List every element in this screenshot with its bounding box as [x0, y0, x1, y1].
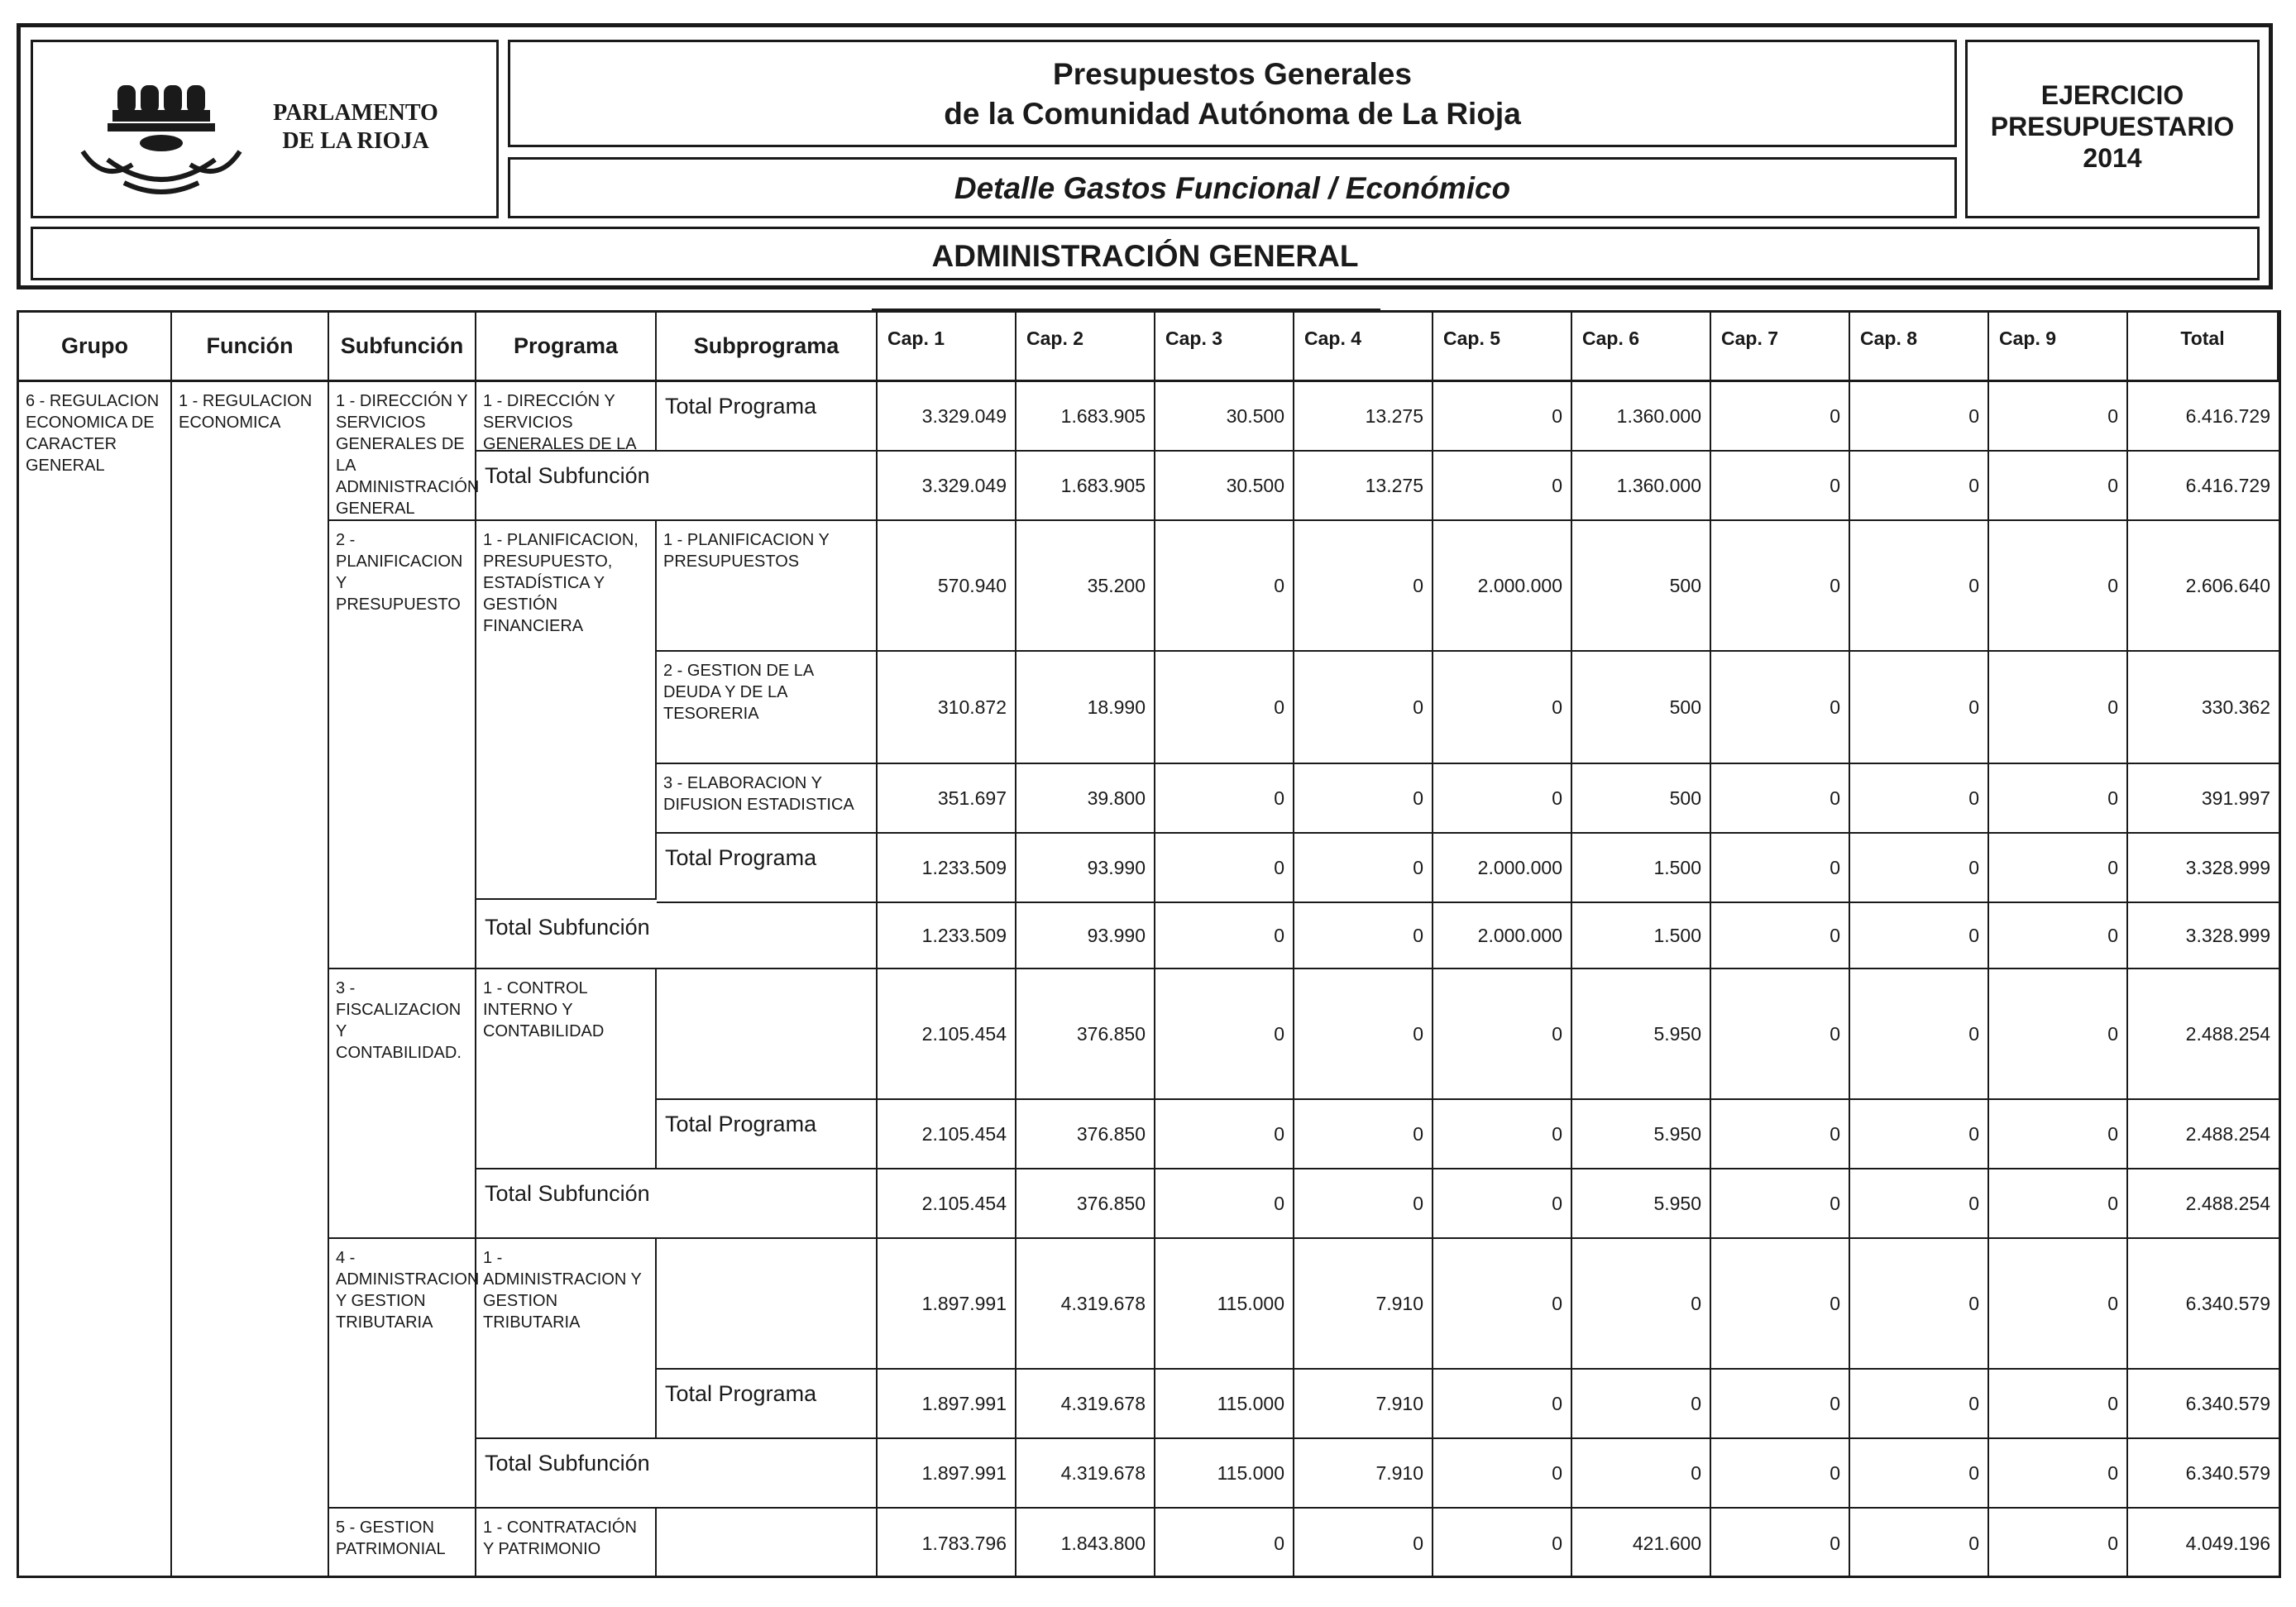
amount-cell-cap9: 0 [1989, 452, 2128, 521]
amount-cell-cap7: 0 [1711, 1370, 1850, 1439]
programa-5-1-cell: 1 - CONTRATACIÓN Y PATRIMONIO [476, 1509, 657, 1578]
amount-cell-cap6: 0 [1572, 1370, 1711, 1439]
report-header [17, 23, 2273, 289]
amount-cell-cap9: 0 [1989, 382, 2128, 452]
amount-cell-total: 330.362 [2128, 652, 2279, 764]
amount-cell-cap2: 4.319.678 [1016, 1439, 1155, 1509]
total-subfuncion-label: Total Subfunción [476, 1169, 878, 1239]
report-title-line1: Presupuestos Generales [1053, 57, 1412, 91]
amount-cell-cap7: 0 [1711, 903, 1850, 969]
amount-cell-cap3: 30.500 [1155, 382, 1294, 452]
amount-cell-cap2: 93.990 [1016, 903, 1155, 969]
amount-cell-cap9: 0 [1989, 1509, 2128, 1578]
amount-cell-cap3: 0 [1155, 834, 1294, 903]
amount-cell-cap5: 0 [1433, 1239, 1572, 1370]
amount-cell-cap2: 1.683.905 [1016, 382, 1155, 452]
report-subtitle: Detalle Gastos Funcional / Económico [954, 171, 1511, 205]
amount-cell-cap7: 0 [1711, 1509, 1850, 1578]
amount-cell-cap5: 0 [1433, 1370, 1572, 1439]
amount-cell-cap5: 0 [1433, 652, 1572, 764]
amount-cell-cap1: 2.105.454 [878, 1169, 1016, 1239]
subprograma-empty-cell [657, 1239, 878, 1370]
amount-cell-cap9: 0 [1989, 1439, 2128, 1509]
amount-cell-cap4: 13.275 [1294, 452, 1433, 521]
amount-cell-cap6: 500 [1572, 521, 1711, 652]
subprograma-2-1-2-cell: 2 - GESTION DE LA DEUDA Y DE LA TESORERIA [657, 652, 878, 764]
col-header-cap8: Cap. 8 [1850, 313, 1989, 382]
amount-cell-cap8: 0 [1850, 1439, 1989, 1509]
total-programa-label: Total Programa [657, 1370, 878, 1439]
subfuncion-3-cell: 3 - FISCALIZACION Y CONTABILIDAD. [329, 969, 476, 1239]
amount-cell-total: 6.416.729 [2128, 382, 2279, 452]
amount-cell-cap1: 351.697 [878, 764, 1016, 834]
amount-cell-cap3: 0 [1155, 652, 1294, 764]
amount-cell-cap2: 376.850 [1016, 969, 1155, 1100]
amount-cell-cap9: 0 [1989, 1239, 2128, 1370]
subprograma-empty-cell [657, 1509, 878, 1578]
amount-cell-cap3: 0 [1155, 1100, 1294, 1169]
amount-cell-cap4: 0 [1294, 1169, 1433, 1239]
amount-cell-cap5: 0 [1433, 969, 1572, 1100]
total-programa-label: Total Programa [657, 834, 878, 903]
amount-cell-total: 4.049.196 [2185, 1532, 2270, 1554]
amount-cell-total: 6.340.579 [2128, 1370, 2279, 1439]
amount-cell-cap3: 0 [1155, 903, 1294, 969]
amount-cell-cap5: 0 [1433, 1439, 1572, 1509]
total-subfuncion-label: Total Subfunción [476, 452, 878, 521]
amount-cell-cap4: 7.910 [1294, 1370, 1433, 1439]
amount-cell-cap3: 0 [1155, 521, 1294, 652]
amount-cell-cap3: 0 [1155, 764, 1294, 834]
amount-cell-cap4: 0 [1294, 1509, 1433, 1578]
amount-cell-cap6: 1.500 [1572, 834, 1711, 903]
parlamento-name-line1: PARLAMENTO [273, 100, 438, 126]
amount-cell-cap8: 0 [1850, 1239, 1989, 1370]
amount-cell-cap3: 115.000 [1155, 1439, 1294, 1509]
amount-cell-cap8: 0 [1850, 452, 1989, 521]
amount-cell-cap7: 0 [1711, 1100, 1850, 1169]
amount-cell-cap8: 0 [1850, 1509, 1989, 1578]
amount-cell-cap1: 1.897.991 [878, 1370, 1016, 1439]
amount-cell-cap9: 0 [1989, 903, 2128, 969]
amount-cell-cap5: 0 [1433, 764, 1572, 834]
amount-cell-cap7: 0 [1711, 969, 1850, 1100]
col-header-cap7: Cap. 7 [1711, 313, 1850, 382]
amount-cell-cap8: 0 [1850, 1100, 1989, 1169]
amount-cell-cap6: 5.950 [1572, 1100, 1711, 1169]
amount-cell-cap1: 3.329.049 [878, 452, 1016, 521]
programa-3-1-cell: 1 - CONTROL INTERNO Y CONTABILIDAD [476, 969, 657, 1169]
amount-cell-cap1: 2.105.454 [878, 1100, 1016, 1169]
amount-cell-cap8: 0 [1850, 1169, 1989, 1239]
subprograma-2-1-1-cell: 1 - PLANIFICACION Y PRESUPUESTOS [657, 521, 878, 652]
amount-cell-cap6: 500 [1572, 652, 1711, 764]
amount-cell-cap1: 3.329.049 [878, 382, 1016, 452]
amount-cell-cap7: 0 [1711, 452, 1850, 521]
amount-cell-cap5: 0 [1433, 452, 1572, 521]
amount-cell-cap7: 0 [1711, 652, 1850, 764]
budget-table [17, 310, 2281, 1578]
col-header-cap4: Cap. 4 [1294, 313, 1433, 382]
amount-cell-cap8: 0 [1850, 764, 1989, 834]
amount-cell-cap4: 0 [1294, 834, 1433, 903]
col-header-cap2: Cap. 2 [1016, 313, 1155, 382]
amount-cell-cap2: 1.683.905 [1016, 452, 1155, 521]
subfuncion-1-cell-cont [329, 452, 476, 521]
amount-cell-cap7: 0 [1711, 382, 1850, 452]
col-header-cap6: Cap. 6 [1572, 313, 1711, 382]
amount-cell-cap8: 0 [1850, 969, 1989, 1100]
amount-cell-total: 2.488.254 [2128, 969, 2279, 1100]
amount-cell-cap1: 1.233.509 [878, 834, 1016, 903]
amount-cell-cap3: 115.000 [1155, 1239, 1294, 1370]
amount-cell-cap6: 1.500 [1572, 903, 1711, 969]
amount-cell-cap3: 0 [1155, 1169, 1294, 1239]
presupuestario-label: PRESUPUESTARIO [1990, 112, 2235, 141]
amount-cell-cap4: 0 [1294, 969, 1433, 1100]
amount-cell-cap7: 0 [1711, 834, 1850, 903]
amount-cell-cap5: 2.000.000 [1433, 903, 1572, 969]
amount-cell-cap7: 0 [1711, 1169, 1850, 1239]
amount-cell-cap5: 2.000.000 [1433, 521, 1572, 652]
amount-cell-cap7: 0 [1711, 1439, 1850, 1509]
amount-cell-total: 2.488.254 [2128, 1100, 2279, 1169]
total-programa-label: Total Programa [657, 382, 878, 452]
amount-cell-cap4: 0 [1294, 764, 1433, 834]
amount-cell-total: 2.606.640 [2128, 521, 2279, 652]
amount-cell-cap6: 500 [1572, 764, 1711, 834]
amount-cell-cap9: 0 [1989, 764, 2128, 834]
amount-cell-cap3: 0 [1155, 969, 1294, 1100]
amount-cell-total: 391.997 [2128, 764, 2279, 834]
amount-cell-cap1: 1.897.991 [878, 1239, 1016, 1370]
amount-cell-cap6: 0 [1572, 1239, 1711, 1370]
amount-cell-cap2: 93.990 [1016, 834, 1155, 903]
col-header-cap5: Cap. 5 [1433, 313, 1572, 382]
col-header-total: Total [2128, 313, 2279, 382]
amount-cell-cap5: 2.000.000 [1433, 834, 1572, 903]
total-subfuncion-label: Total Subfunción [476, 1439, 878, 1509]
amount-cell-cap4: 7.910 [1294, 1439, 1433, 1509]
amount-cell-cap7: 0 [1711, 521, 1850, 652]
programa-4-1-cell: 1 - ADMINISTRACION Y GESTION TRIBUTARIA [476, 1239, 657, 1439]
amount-cell-cap4: 0 [1294, 521, 1433, 652]
amount-cell-cap3: 115.000 [1155, 1370, 1294, 1439]
subfuncion-4-cell: 4 - ADMINISTRACION Y GESTION TRIBUTARIA [329, 1239, 476, 1509]
amount-cell-cap2: 39.800 [1016, 764, 1155, 834]
amount-cell-cap9: 0 [1989, 1370, 2128, 1439]
col-header-grupo: Grupo [19, 313, 172, 382]
col-header-cap1: Cap. 1 [878, 313, 1016, 382]
amount-cell-cap9: 0 [1989, 652, 2128, 764]
funcion-cell: 1 - REGULACION ECONOMICA [172, 382, 329, 1578]
amount-cell-cap2: 1.843.800 [1016, 1509, 1155, 1578]
amount-cell-cap8: 0 [1850, 903, 1989, 969]
amount-cell-cap4: 0 [1294, 903, 1433, 969]
amount-cell-cap4: 13.275 [1294, 382, 1433, 452]
subfuncion-2-cell: 2 - PLANIFICACION Y PRESUPUESTO [329, 521, 476, 969]
programa-2-1-cell: 1 - PLANIFICACION, PRESUPUESTO, ESTADÍSTICA Y GESTIÓN FINANCIERA [476, 521, 657, 900]
amount-cell-cap1: 310.872 [878, 652, 1016, 764]
subtitle-panel [508, 157, 1957, 218]
amount-cell-total: 2.488.254 [2128, 1169, 2279, 1239]
grupo-cell: 6 - REGULACION ECONOMICA DE CARACTER GENERAL [19, 382, 172, 1578]
amount-cell-cap6: 1.360.000 [1572, 382, 1711, 452]
amount-cell-cap6: 1.360.000 [1572, 452, 1711, 521]
amount-cell-cap2: 4.319.678 [1016, 1239, 1155, 1370]
amount-cell-cap8: 0 [1850, 652, 1989, 764]
amount-cell-cap8: 0 [1850, 834, 1989, 903]
col-header-cap9: Cap. 9 [1989, 313, 2128, 382]
total-programa-label: Total Programa [657, 1100, 878, 1169]
parlamento-emblem-icon [74, 67, 256, 208]
amount-cell-cap2: 18.990 [1016, 652, 1155, 764]
amount-cell-cap3: 30.500 [1155, 452, 1294, 521]
col-header-programa: Programa [476, 313, 657, 382]
ejercicio-label: EJERCICIO [2040, 80, 2184, 110]
col-header-subfuncion: Subfunción [329, 313, 476, 382]
report-title-line2: de la Comunidad Autónoma de La Rioja [944, 97, 1521, 131]
amount-cell-cap2: 4.319.678 [1016, 1370, 1155, 1439]
amount-cell-cap7: 0 [1711, 1239, 1850, 1370]
amount-cell-cap1: 2.105.454 [878, 969, 1016, 1100]
amount-cell-cap9: 0 [1989, 1100, 2128, 1169]
amount-cell-total: 6.340.579 [2128, 1239, 2279, 1370]
amount-cell-cap9: 0 [1989, 521, 2128, 652]
parlamento-name-line2: DE LA RIOJA [282, 128, 429, 154]
amount-cell-cap5: 0 [1433, 1100, 1572, 1169]
col-header-funcion: Función [172, 313, 329, 382]
title-panel [508, 40, 1957, 147]
amount-cell-cap4: 0 [1294, 652, 1433, 764]
amount-cell-total: 3.328.999 [2128, 903, 2279, 969]
amount-cell-cap3: 0 [1155, 1509, 1294, 1578]
amount-cell-total: 6.416.729 [2128, 452, 2279, 521]
subprograma-2-1-3-cell: 3 - ELABORACION Y DIFUSION ESTADISTICA [657, 764, 878, 834]
amount-cell-cap2: 35.200 [1016, 521, 1155, 652]
amount-cell-cap9: 0 [1989, 969, 2128, 1100]
amount-cell-cap9: 0 [1989, 834, 2128, 903]
col-header-subprograma: Subprograma [657, 313, 878, 382]
amount-cell-cap8: 0 [1850, 382, 1989, 452]
ejercicio-panel [1965, 40, 2260, 218]
amount-cell-cap6: 5.950 [1572, 969, 1711, 1100]
amount-cell-cap6: 421.600 [1572, 1509, 1711, 1578]
amount-cell-cap2: 376.850 [1016, 1169, 1155, 1239]
amount-cell-cap8: 0 [1850, 1370, 1989, 1439]
amount-cell-cap6: 0 [1572, 1439, 1711, 1509]
amount-cell-cap5: 0 [1433, 1509, 1572, 1578]
programa-1-1-cell: 1 - DIRECCIÓN Y SERVICIOS GENERALES DE LA [476, 382, 657, 452]
amount-cell-cap6: 5.950 [1572, 1169, 1711, 1239]
amount-cell-cap5: 0 [1433, 1169, 1572, 1239]
amount-cell-cap7: 0 [1711, 764, 1850, 834]
amount-cell-cap1: 1.233.509 [878, 903, 1016, 969]
amount-cell-cap2: 376.850 [1016, 1100, 1155, 1169]
section-panel [31, 227, 2260, 280]
amount-cell-cap5: 0 [1433, 382, 1572, 452]
amount-cell-total: 3.328.999 [2128, 834, 2279, 903]
logo-panel [31, 40, 499, 218]
amount-cell-total: 6.340.579 [2128, 1439, 2279, 1509]
amount-cell-cap1: 1.783.796 [878, 1509, 1016, 1578]
col-header-cap3: Cap. 3 [1155, 313, 1294, 382]
amount-cell-cap4: 0 [1294, 1100, 1433, 1169]
section-title: ADMINISTRACIÓN GENERAL [931, 239, 1359, 273]
amount-cell-cap4: 7.910 [1294, 1239, 1433, 1370]
amount-cell-cap8: 0 [1850, 521, 1989, 652]
total-subfuncion-label: Total Subfunción [476, 903, 878, 969]
subfuncion-1-cell: 1 - DIRECCIÓN Y SERVICIOS GENERALES DE LA ADMINISTRACIÓN GENERAL [329, 382, 476, 452]
amount-cell-cap1: 570.940 [878, 521, 1016, 652]
subprograma-empty-cell [657, 969, 878, 1100]
ejercicio-year: 2014 [2083, 143, 2142, 173]
amount-cell-cap9: 0 [1989, 1169, 2128, 1239]
subfuncion-5-cell: 5 - GESTION PATRIMONIAL [329, 1509, 476, 1578]
amount-cell-cap1: 1.897.991 [878, 1439, 1016, 1509]
